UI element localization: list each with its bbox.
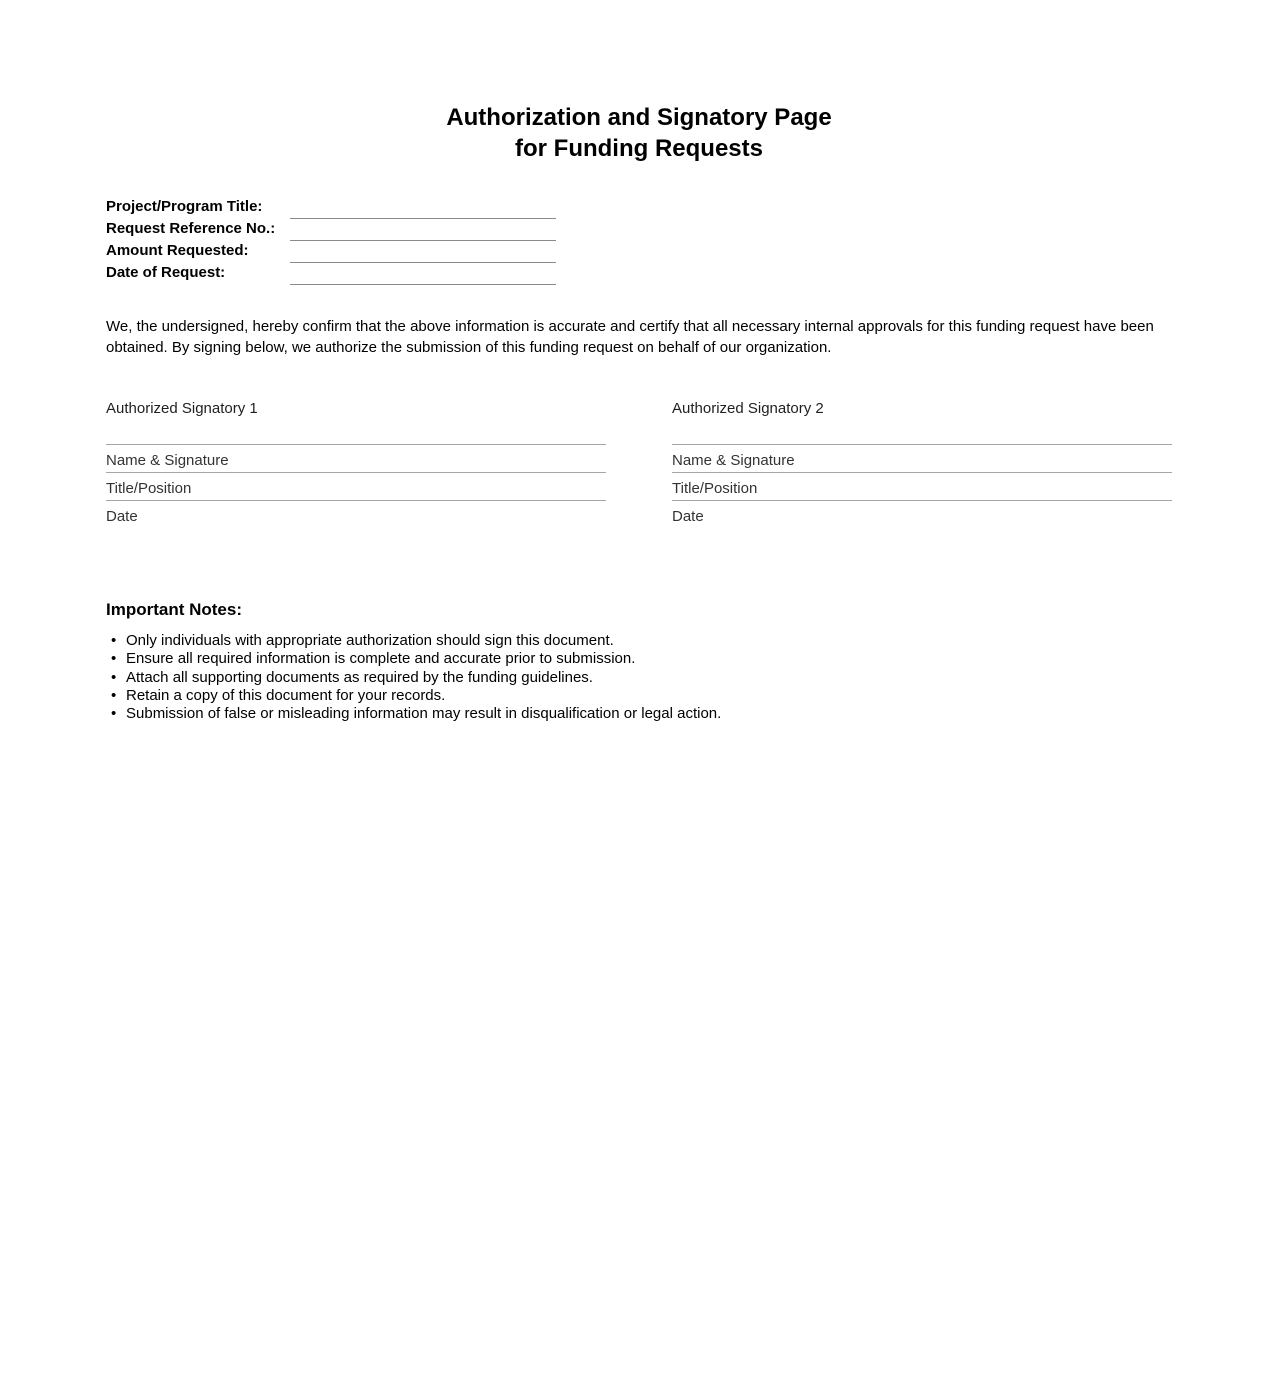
field-row-date-of-request [106,262,1172,284]
signatory-1-title-position-label: Title/Position [106,480,192,497]
note-item: • Only individuals with appropriate authorization should sign this document. [106,632,1172,650]
field-row-reference-no [106,218,1172,240]
signatory-2-block [672,398,1172,528]
signatory-1-block [106,398,606,528]
signatory-1-date-label: Date [106,508,138,525]
amount-requested-label: Amount Requested: [106,242,249,259]
signatory-1-name-signature-label: Name & Signature [106,452,229,469]
signatory-2-heading: Authorized Signatory 2 [672,400,824,417]
signatory-2-date-label: Date [672,508,704,525]
document-page [0,102,1278,1400]
note-item: • Ensure all required information is complete and accurate prior to submission. [106,650,1172,668]
notes-list [106,632,1172,723]
note-item: • Submission of false or misleading information may result in disqualification or legal action. [106,705,1172,723]
notes-section [106,598,1172,723]
page-title-line-1: Authorization and Signatory Page [446,104,832,131]
note-item: • Attach all supporting documents as required by the funding guidelines. [106,669,1172,687]
notes-heading: Important Notes: [106,600,242,619]
field-row-project-title [106,196,1172,218]
certification-paragraph: We, the undersigned, hereby confirm that the above information is accurate and certify that all necessary internal approvals for this funding request have been obtained. By signing below, we authorize the submission of this funding request on behalf of our organization. [106,318,1154,356]
project-title-label: Project/Program Title: [106,198,263,215]
signatories-section [106,398,1172,528]
reference-no-input-line[interactable] [290,223,556,241]
signatory-1-heading: Authorized Signatory 1 [106,400,258,417]
signatory-2-name-signature-label: Name & Signature [672,452,795,469]
page-title [106,102,1172,164]
reference-no-label: Request Reference No.: [106,220,276,237]
project-title-input-line[interactable] [290,201,556,219]
field-row-amount-requested [106,240,1172,262]
request-info-fields [106,196,1172,284]
note-item: • Retain a copy of this document for your records. [106,687,1172,705]
document-content [0,102,1278,723]
page-title-line-2: for Funding Requests [515,135,763,162]
date-of-request-label: Date of Request: [106,264,226,281]
signatory-2-title-position-label: Title/Position [672,480,758,497]
date-of-request-input-line[interactable] [290,267,556,285]
amount-requested-input-line[interactable] [290,245,556,263]
